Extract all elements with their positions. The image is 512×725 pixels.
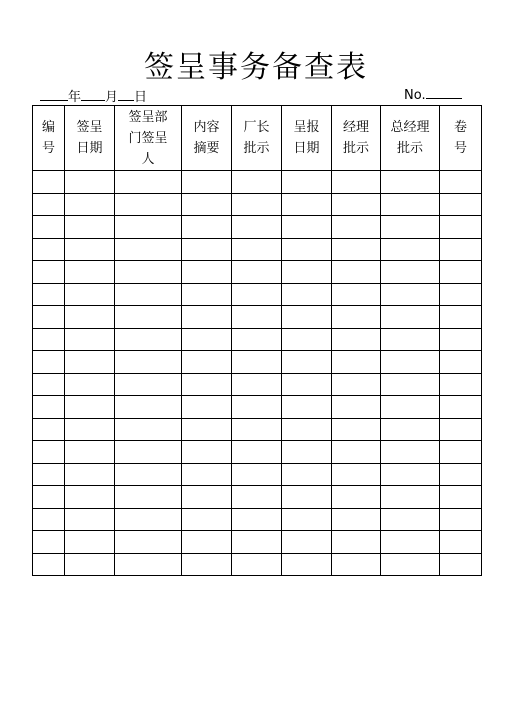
column-header-line: 总经理 bbox=[390, 120, 430, 135]
table-cell[interactable] bbox=[282, 486, 332, 509]
table-cell[interactable] bbox=[282, 441, 332, 464]
table-cell[interactable] bbox=[182, 508, 232, 531]
table-cell[interactable] bbox=[332, 486, 381, 509]
table-cell[interactable] bbox=[115, 328, 182, 351]
table-cell[interactable] bbox=[65, 441, 115, 464]
table-row bbox=[33, 283, 482, 306]
table-cell[interactable] bbox=[115, 306, 182, 329]
table-cell[interactable] bbox=[65, 531, 115, 554]
table-cell[interactable] bbox=[115, 373, 182, 396]
table-cell[interactable] bbox=[115, 351, 182, 374]
column-header bbox=[232, 106, 282, 171]
table-cell[interactable] bbox=[65, 418, 115, 441]
table-cell[interactable] bbox=[232, 531, 282, 554]
table-cell[interactable] bbox=[182, 441, 232, 464]
table-cell[interactable] bbox=[381, 486, 440, 509]
table-cell[interactable] bbox=[33, 531, 65, 554]
table-cell[interactable] bbox=[381, 441, 440, 464]
table-cell[interactable] bbox=[332, 306, 381, 329]
column-header bbox=[182, 106, 232, 171]
table-cell[interactable] bbox=[232, 463, 282, 486]
table-cell[interactable] bbox=[332, 238, 381, 261]
column-header-line: 批示 bbox=[396, 141, 423, 156]
no-label: No. bbox=[404, 88, 426, 103]
column-header-line: 厂长 bbox=[243, 120, 270, 135]
table-cell[interactable] bbox=[440, 351, 482, 374]
table-cell[interactable] bbox=[182, 463, 232, 486]
table-cell[interactable] bbox=[282, 463, 332, 486]
table-cell[interactable] bbox=[381, 261, 440, 284]
table-cell[interactable] bbox=[232, 441, 282, 464]
table-cell[interactable] bbox=[332, 418, 381, 441]
table-cell[interactable] bbox=[33, 283, 65, 306]
table-cell[interactable] bbox=[33, 441, 65, 464]
table-cell[interactable] bbox=[115, 486, 182, 509]
table-cell[interactable] bbox=[282, 351, 332, 374]
column-header-line: 人 bbox=[141, 151, 155, 167]
table-cell[interactable] bbox=[182, 351, 232, 374]
table-cell[interactable] bbox=[33, 418, 65, 441]
table-cell[interactable] bbox=[332, 216, 381, 239]
table-cell[interactable] bbox=[332, 373, 381, 396]
table-row bbox=[33, 373, 482, 396]
table-cell[interactable] bbox=[232, 283, 282, 306]
table-cell[interactable] bbox=[381, 283, 440, 306]
table-cell[interactable] bbox=[115, 418, 182, 441]
table-cell[interactable] bbox=[33, 171, 65, 194]
table-cell[interactable] bbox=[282, 306, 332, 329]
column-header-line: 编 bbox=[41, 120, 55, 135]
no-blank bbox=[426, 86, 462, 99]
table-cell[interactable] bbox=[232, 171, 282, 194]
table-cell[interactable] bbox=[33, 463, 65, 486]
table-cell[interactable] bbox=[332, 351, 381, 374]
table-cell[interactable] bbox=[115, 531, 182, 554]
table-cell[interactable] bbox=[33, 373, 65, 396]
table-cell[interactable] bbox=[440, 261, 482, 284]
table-row bbox=[33, 306, 482, 329]
table-cell[interactable] bbox=[381, 373, 440, 396]
table-cell[interactable] bbox=[65, 373, 115, 396]
table-cell[interactable] bbox=[65, 193, 115, 216]
table-cell[interactable] bbox=[115, 216, 182, 239]
table-cell[interactable] bbox=[332, 328, 381, 351]
table-row bbox=[33, 463, 482, 486]
table-cell[interactable] bbox=[332, 261, 381, 284]
table-cell[interactable] bbox=[440, 531, 482, 554]
table-cell[interactable] bbox=[282, 328, 332, 351]
form-title: 签呈事务备查表 bbox=[144, 50, 368, 85]
table-cell[interactable] bbox=[33, 306, 65, 329]
column-header-line: 号 bbox=[41, 141, 55, 156]
table-cell[interactable] bbox=[33, 508, 65, 531]
table-cell[interactable] bbox=[332, 508, 381, 531]
table-cell[interactable] bbox=[232, 328, 282, 351]
day-label: 日 bbox=[134, 90, 148, 105]
table-cell[interactable] bbox=[282, 193, 332, 216]
table-cell[interactable] bbox=[115, 441, 182, 464]
table-cell[interactable] bbox=[440, 171, 482, 194]
table-cell[interactable] bbox=[440, 441, 482, 464]
table-cell[interactable] bbox=[381, 531, 440, 554]
header-row bbox=[33, 106, 482, 171]
table-cell[interactable] bbox=[182, 418, 232, 441]
table-cell[interactable] bbox=[65, 216, 115, 239]
table-cell[interactable] bbox=[182, 373, 232, 396]
table-cell[interactable] bbox=[33, 261, 65, 284]
table-cell[interactable] bbox=[440, 216, 482, 239]
table-cell[interactable] bbox=[440, 328, 482, 351]
table-row bbox=[33, 553, 482, 576]
column-header-line: 呈报 bbox=[293, 120, 320, 135]
year-blank bbox=[40, 88, 68, 101]
table-cell[interactable] bbox=[232, 553, 282, 576]
table-row bbox=[33, 238, 482, 261]
column-header-line: 号 bbox=[453, 141, 467, 156]
day-blank bbox=[118, 88, 134, 101]
table-cell[interactable] bbox=[440, 373, 482, 396]
table-cell[interactable] bbox=[232, 486, 282, 509]
table-cell[interactable] bbox=[232, 193, 282, 216]
table-cell[interactable] bbox=[440, 508, 482, 531]
table-cell[interactable] bbox=[115, 261, 182, 284]
table-cell[interactable] bbox=[115, 283, 182, 306]
table-cell[interactable] bbox=[440, 396, 482, 419]
column-header-line: 经理 bbox=[342, 120, 369, 135]
table-cell[interactable] bbox=[440, 193, 482, 216]
column-header bbox=[115, 106, 182, 171]
table-cell[interactable] bbox=[440, 553, 482, 576]
table-row bbox=[33, 261, 482, 284]
table-cell[interactable] bbox=[332, 463, 381, 486]
table-cell[interactable] bbox=[65, 396, 115, 419]
table-cell[interactable] bbox=[232, 396, 282, 419]
table-cell[interactable] bbox=[182, 396, 232, 419]
table-cell[interactable] bbox=[381, 463, 440, 486]
table-cell[interactable] bbox=[381, 238, 440, 261]
table-cell[interactable] bbox=[182, 328, 232, 351]
table-row bbox=[33, 396, 482, 419]
table-cell[interactable] bbox=[65, 261, 115, 284]
table-cell[interactable] bbox=[381, 351, 440, 374]
table-cell[interactable] bbox=[115, 193, 182, 216]
table-row bbox=[33, 193, 482, 216]
table-row bbox=[33, 418, 482, 441]
column-header bbox=[332, 106, 381, 171]
table-cell[interactable] bbox=[65, 351, 115, 374]
serial-number bbox=[404, 86, 462, 103]
table-cell[interactable] bbox=[232, 373, 282, 396]
table-cell[interactable] bbox=[33, 486, 65, 509]
table-cell[interactable] bbox=[282, 553, 332, 576]
table-cell[interactable] bbox=[282, 283, 332, 306]
table-cell[interactable] bbox=[232, 306, 282, 329]
month-blank bbox=[81, 88, 105, 101]
table-cell[interactable] bbox=[33, 238, 65, 261]
table-cell[interactable] bbox=[33, 328, 65, 351]
column-header-line: 日期 bbox=[293, 141, 320, 156]
table-cell[interactable] bbox=[381, 396, 440, 419]
column-header-line: 批示 bbox=[243, 141, 270, 156]
table-cell[interactable] bbox=[115, 396, 182, 419]
column-header bbox=[33, 106, 65, 171]
table-cell[interactable] bbox=[115, 463, 182, 486]
table-cell[interactable] bbox=[182, 306, 232, 329]
table-cell[interactable] bbox=[381, 328, 440, 351]
table-cell[interactable] bbox=[440, 486, 482, 509]
table-cell[interactable] bbox=[232, 351, 282, 374]
table-cell[interactable] bbox=[232, 418, 282, 441]
column-header-line: 门签呈 bbox=[128, 130, 168, 146]
column-header bbox=[440, 106, 482, 171]
record-table bbox=[32, 105, 482, 576]
column-header-line: 卷 bbox=[453, 120, 467, 135]
table-cell[interactable] bbox=[65, 171, 115, 194]
table-cell[interactable] bbox=[381, 171, 440, 194]
table-cell[interactable] bbox=[33, 553, 65, 576]
table-cell[interactable] bbox=[115, 508, 182, 531]
table-body bbox=[33, 171, 482, 576]
table-cell[interactable] bbox=[182, 193, 232, 216]
table-cell[interactable] bbox=[332, 441, 381, 464]
table-cell[interactable] bbox=[33, 216, 65, 239]
month-label: 月 bbox=[105, 90, 119, 105]
column-header-line: 签呈部 bbox=[128, 109, 168, 125]
table-cell[interactable] bbox=[332, 283, 381, 306]
column-header-line: 摘要 bbox=[193, 141, 220, 156]
table-cell[interactable] bbox=[282, 373, 332, 396]
table-cell[interactable] bbox=[65, 508, 115, 531]
table-cell[interactable] bbox=[282, 508, 332, 531]
table-cell[interactable] bbox=[65, 328, 115, 351]
table-cell[interactable] bbox=[282, 396, 332, 419]
table-cell[interactable] bbox=[182, 531, 232, 554]
table-cell[interactable] bbox=[282, 238, 332, 261]
table-cell[interactable] bbox=[332, 171, 381, 194]
table-cell[interactable] bbox=[381, 553, 440, 576]
table-row bbox=[33, 351, 482, 374]
column-header-line: 日期 bbox=[76, 141, 103, 156]
table-cell[interactable] bbox=[65, 283, 115, 306]
table-cell[interactable] bbox=[33, 193, 65, 216]
table-cell[interactable] bbox=[440, 418, 482, 441]
table-cell[interactable] bbox=[332, 553, 381, 576]
table-cell[interactable] bbox=[282, 418, 332, 441]
table-cell[interactable] bbox=[282, 261, 332, 284]
table-cell[interactable] bbox=[115, 171, 182, 194]
table-cell[interactable] bbox=[182, 261, 232, 284]
column-header bbox=[381, 106, 440, 171]
table-cell[interactable] bbox=[440, 283, 482, 306]
date-line bbox=[40, 86, 147, 105]
column-header-line: 签呈 bbox=[76, 120, 103, 135]
table-cell[interactable] bbox=[282, 531, 332, 554]
table-row bbox=[33, 171, 482, 194]
table-cell[interactable] bbox=[282, 171, 332, 194]
column-header-line: 内容 bbox=[193, 120, 220, 135]
table-cell[interactable] bbox=[65, 486, 115, 509]
table-cell[interactable] bbox=[65, 553, 115, 576]
table-cell[interactable] bbox=[182, 216, 232, 239]
table-cell[interactable] bbox=[65, 238, 115, 261]
table-cell[interactable] bbox=[232, 508, 282, 531]
table-cell[interactable] bbox=[182, 283, 232, 306]
table-row bbox=[33, 508, 482, 531]
table-row bbox=[33, 531, 482, 554]
table-cell[interactable] bbox=[182, 171, 232, 194]
table-cell[interactable] bbox=[33, 396, 65, 419]
table-row bbox=[33, 486, 482, 509]
table-cell[interactable] bbox=[381, 193, 440, 216]
year-label: 年 bbox=[68, 90, 82, 105]
table-cell[interactable] bbox=[381, 216, 440, 239]
column-header bbox=[65, 106, 115, 171]
table-cell[interactable] bbox=[381, 418, 440, 441]
table-cell[interactable] bbox=[232, 238, 282, 261]
table-cell[interactable] bbox=[440, 463, 482, 486]
table-cell[interactable] bbox=[182, 486, 232, 509]
table-cell[interactable] bbox=[440, 238, 482, 261]
table-cell[interactable] bbox=[232, 261, 282, 284]
table-cell[interactable] bbox=[381, 508, 440, 531]
table-cell[interactable] bbox=[65, 306, 115, 329]
table-cell[interactable] bbox=[332, 193, 381, 216]
table-cell[interactable] bbox=[381, 306, 440, 329]
table-cell[interactable] bbox=[65, 463, 115, 486]
table-cell[interactable] bbox=[33, 351, 65, 374]
table-cell[interactable] bbox=[332, 531, 381, 554]
table-cell[interactable] bbox=[332, 396, 381, 419]
table-cell[interactable] bbox=[440, 306, 482, 329]
table-cell[interactable] bbox=[115, 553, 182, 576]
table-cell[interactable] bbox=[232, 216, 282, 239]
table-row bbox=[33, 328, 482, 351]
table-cell[interactable] bbox=[182, 553, 232, 576]
column-header-line: 批示 bbox=[342, 141, 369, 156]
column-header bbox=[282, 106, 332, 171]
table-row bbox=[33, 216, 482, 239]
table-cell[interactable] bbox=[182, 238, 232, 261]
table-cell[interactable] bbox=[282, 216, 332, 239]
table-row bbox=[33, 441, 482, 464]
table-cell[interactable] bbox=[115, 238, 182, 261]
